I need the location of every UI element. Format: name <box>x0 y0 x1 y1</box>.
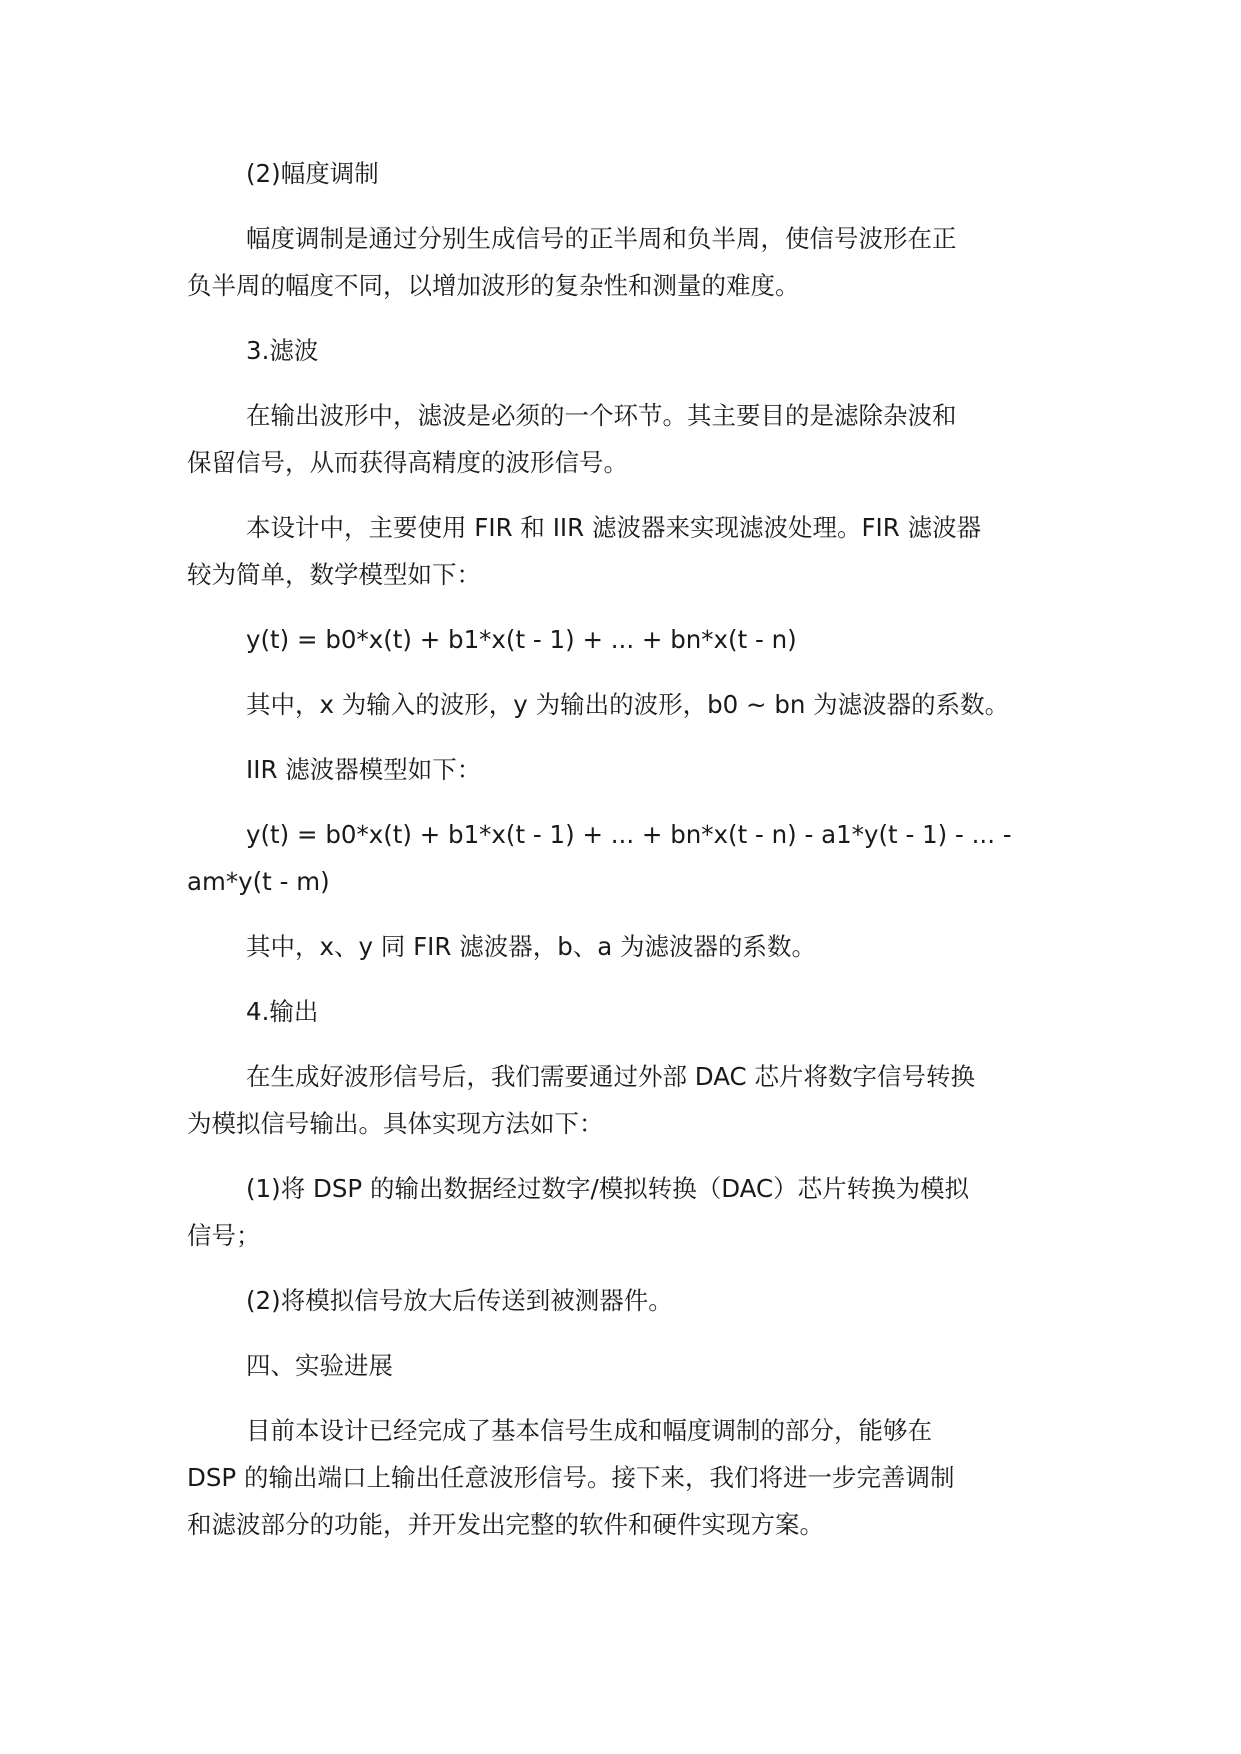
text-line: 4.输出 <box>246 997 319 1026</box>
text-line: 信号； <box>187 1221 261 1250</box>
text-line: 负半周的幅度不同，以增加波形的复杂性和测量的难度。 <box>187 271 800 300</box>
formula-iir <box>187 811 1067 905</box>
section-heading-progress <box>187 1342 1067 1389</box>
paragraph-iir-explain <box>187 923 1067 970</box>
paragraph-fir-explain <box>187 681 1067 728</box>
paragraph-output-intro <box>187 1053 1067 1147</box>
text-line: 保留信号，从而获得高精度的波形信号。 <box>187 448 628 477</box>
paragraph-filtering-intro <box>187 392 1067 486</box>
text-line: y(t) = b0*x(t) + b1*x(t - 1) + ... + bn*x(t - n) <box>246 625 797 654</box>
text-line: 目前本设计已经完成了基本信号生成和幅度调制的部分，能够在 <box>246 1416 932 1445</box>
paragraph-amplitude-modulation <box>187 215 1067 309</box>
paragraph-output-step-1 <box>187 1165 1067 1259</box>
text-line: DSP 的输出端口上输出任意波形信号。接下来，我们将进一步完善调制 <box>187 1463 955 1492</box>
paragraph-fir-iir <box>187 504 1067 598</box>
text-line: 较为简单，数学模型如下： <box>187 560 481 589</box>
text-line: 幅度调制是通过分别生成信号的正半周和负半周，使信号波形在正 <box>246 224 957 253</box>
text-line: am*y(t - m) <box>187 867 330 896</box>
text-line: 和滤波部分的功能，并开发出完整的软件和硬件实现方案。 <box>187 1510 824 1539</box>
text-line: y(t) = b0*x(t) + b1*x(t - 1) + ... + bn*x(t - n) - a1*y(t - 1) - ... - <box>246 820 1012 849</box>
text-line: 四、实验进展 <box>246 1351 393 1380</box>
document-body <box>187 150 1067 1566</box>
text-line: 其中，x 为输入的波形，y 为输出的波形，b0 ~ bn 为滤波器的系数。 <box>246 690 1010 719</box>
text-line: 为模拟信号输出。具体实现方法如下： <box>187 1109 604 1138</box>
text-line: IIR 滤波器模型如下： <box>246 755 482 784</box>
text-line: (2)幅度调制 <box>246 159 379 188</box>
text-line: 3.滤波 <box>246 336 319 365</box>
paragraph-progress <box>187 1407 1067 1548</box>
text-line: 在输出波形中，滤波是必须的一个环节。其主要目的是滤除杂波和 <box>246 401 957 430</box>
paragraph-output-step-2 <box>187 1277 1067 1324</box>
text-line: (1)将 DSP 的输出数据经过数字/模拟转换（DAC）芯片转换为模拟 <box>246 1174 970 1203</box>
text-line: (2)将模拟信号放大后传送到被测器件。 <box>246 1286 673 1315</box>
text-line: 在生成好波形信号后，我们需要通过外部 DAC 芯片将数字信号转换 <box>246 1062 975 1091</box>
text-line: 其中，x、y 同 FIR 滤波器，b、a 为滤波器的系数。 <box>246 932 817 961</box>
subheading-amplitude-modulation <box>187 150 1067 197</box>
subheading-output <box>187 988 1067 1035</box>
paragraph-iir-model <box>187 746 1067 793</box>
formula-fir <box>187 616 1067 663</box>
text-line: 本设计中，主要使用 FIR 和 IIR 滤波器来实现滤波处理。FIR 滤波器 <box>246 513 982 542</box>
subheading-filtering <box>187 327 1067 374</box>
